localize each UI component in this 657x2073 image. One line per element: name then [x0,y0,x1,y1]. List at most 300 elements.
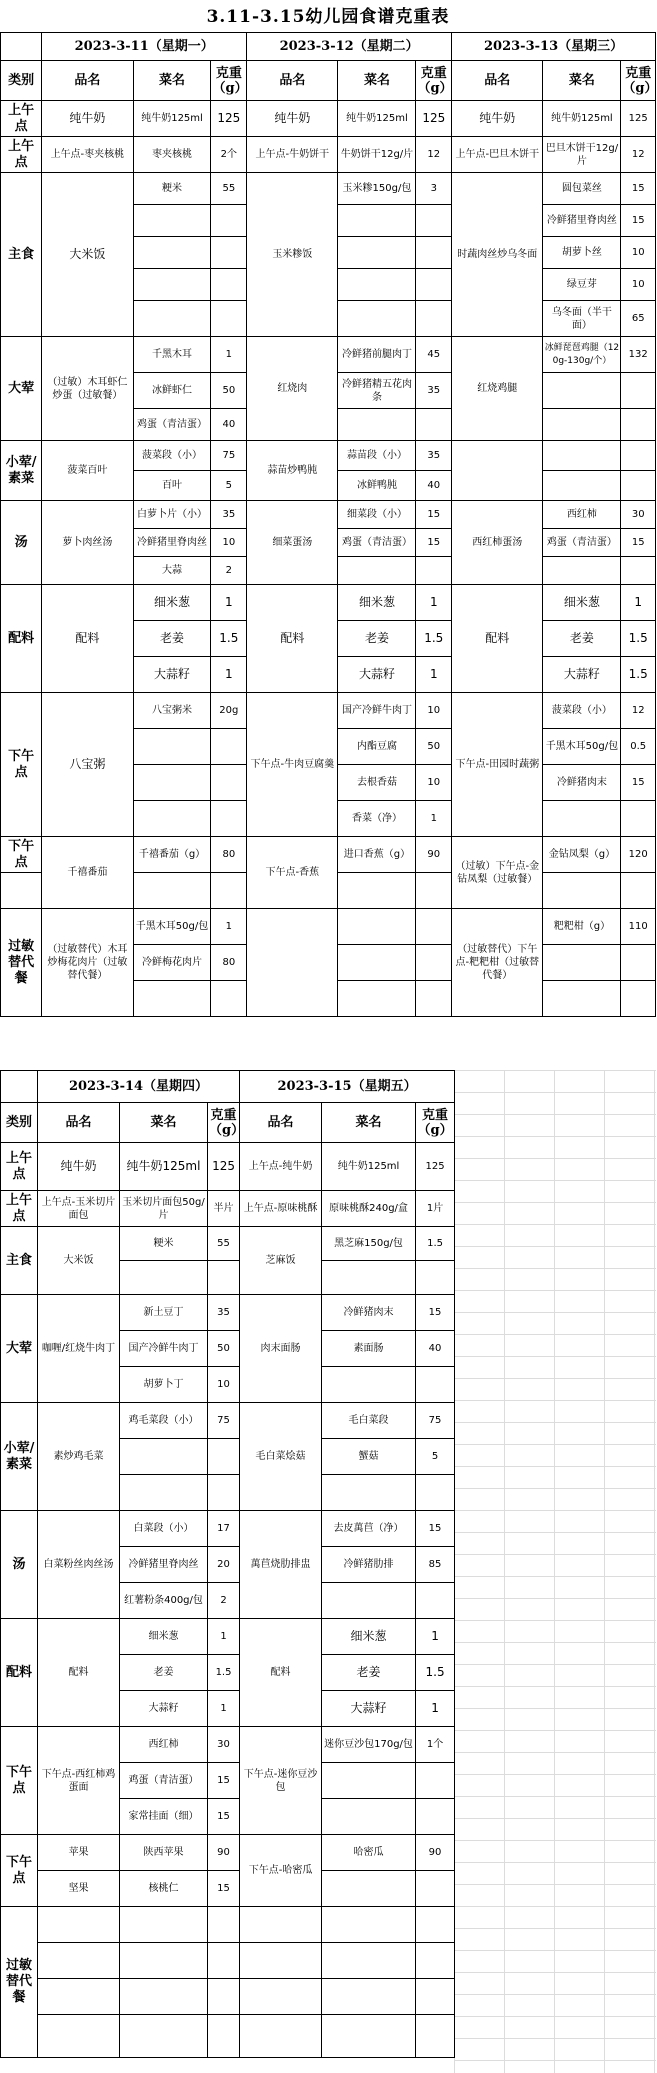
table-cell: 上午点-巴旦木饼干 [452,137,543,173]
table-cell: 国产冷鲜牛肉丁 [338,693,416,729]
table-cell [621,557,656,585]
table-cell: 牛奶饼干12g/片 [338,137,416,173]
table-cell [416,301,452,337]
table-cell: 细米葱 [338,585,416,621]
table-row [1,2015,455,2058]
table-cell: 1.5 [416,621,452,657]
table-cell: 35 [211,501,247,529]
table-cell: 芝麻饭 [240,1227,322,1295]
table-cell: 10 [621,237,656,269]
table-cell [416,1475,455,1511]
column-header-cell: 克重（g） [211,61,247,101]
table-cell [416,1979,455,2015]
table-cell: 10 [211,529,247,557]
table-cell: 15 [621,765,656,801]
table-row [1,1143,455,1191]
table-cell: 配料 [247,585,338,693]
table-cell: 15 [416,1511,455,1547]
table-cell: 咖喱/红烧牛肉丁 [38,1295,120,1403]
table-row [1,693,656,729]
table-cell: 上午点-纯牛奶 [240,1143,322,1191]
table-cell: 纯牛奶 [42,101,133,137]
table-cell: 冰鲜鸭肫 [338,471,416,501]
table-cell [416,237,452,269]
table-cell: 0.5 [621,729,656,765]
table-cell [338,981,416,1017]
table-cell [416,981,452,1017]
table-cell: 20 [208,1547,240,1583]
table-cell: 冷鲜猪肉末 [322,1295,416,1331]
table-cell [416,873,452,909]
table-cell [322,1583,416,1619]
page-title: 3.11-3.15幼儿园食谱克重表 [206,7,450,27]
table-cell [338,909,416,945]
table-cell [543,373,621,409]
category-cell: 小荤/素菜 [1,441,42,501]
column-header-cell: 类别 [1,1103,38,1143]
table-cell: 30 [621,501,656,529]
table-cell: 老姜 [338,621,416,657]
table-cell: 鸡蛋（青洁蛋） [338,529,416,557]
category-cell: 上午点 [1,1191,38,1227]
table-cell [322,1943,416,1979]
category-cell: 下午点 [1,1727,38,1835]
table-cell [543,471,621,501]
table-cell [211,237,247,269]
table-cell: 粳米 [133,173,211,205]
table-row [1,1191,455,1227]
column-header-cell: 品名 [42,61,133,101]
category-cell: 下午点 [1,1835,38,1907]
category-cell: 配料 [1,585,42,693]
table-row [1,1871,455,1907]
table-cell: 132 [621,337,656,373]
table-row [1,585,656,621]
table-cell [543,981,621,1017]
table-cell: 15 [208,1763,240,1799]
table-cell [452,441,543,501]
table-cell [416,205,452,237]
table-cell: 白菜粉丝肉丝汤 [38,1511,120,1619]
table-cell: 老姜 [322,1655,416,1691]
table-cell [621,471,656,501]
table-cell [211,981,247,1017]
table-cell: 迷你豆沙包170g/包 [322,1727,416,1763]
table-cell: 1个 [416,1727,455,1763]
category-cell: 下午点 [1,837,42,873]
table-cell [416,557,452,585]
table-cell: （过敏替代）木耳炒梅花肉片（过敏替代餐） [42,909,133,1017]
table-cell [208,2015,240,2058]
table-cell: 配料 [452,585,543,693]
table-cell: 50 [416,729,452,765]
table-cell: 1.5 [211,621,247,657]
table-cell: 千禧番茄 [42,837,133,909]
column-header-cell: 克重（g） [621,61,656,101]
table-cell [211,729,247,765]
table-cell: 上午点-牛奶饼干 [247,137,338,173]
table-cell [133,873,211,909]
column-header-cell: 品名 [452,61,543,101]
table-cell: （过敏）下午点-金钻凤梨（过敏餐） [452,837,543,909]
table-cell: 哈密瓜 [322,1835,416,1871]
table-cell [322,1261,416,1295]
table-cell [240,1943,322,1979]
table-cell: 西红柿蛋汤 [452,501,543,585]
table-cell: 80 [211,945,247,981]
table-cell: 10 [416,765,452,801]
table-cell: 1.5 [416,1227,455,1261]
table-cell: 金钻凤梨（g） [543,837,621,873]
table-cell: 萬苣烧肋排盅 [240,1511,322,1619]
table-cell: 冷鲜猪精五花肉条 [338,373,416,409]
category-cell: 下午点 [1,693,42,837]
table-cell: 家常挂面（细） [120,1799,208,1835]
table-cell: 125 [621,101,656,137]
table-cell: 下午点-牛肉豆腐羹 [247,693,338,837]
table-cell: 1片 [416,1191,455,1227]
table-cell [322,1763,416,1799]
table-cell [416,1367,455,1403]
table-cell: 白萝卜片（小） [133,501,211,529]
column-header-cell: 菜名 [120,1103,208,1143]
table-cell: 国产冷鲜牛肉丁 [120,1331,208,1367]
table-cell [322,1367,416,1403]
table-cell: 125 [211,101,247,137]
table-cell [322,2015,416,2058]
column-header-cell: 品名 [240,1103,322,1143]
table-row [1,1907,455,1943]
table-cell: 乌冬面（半干面） [543,301,621,337]
table-cell [208,1261,240,1295]
table-cell [1,873,42,909]
table-cell: 2 [211,557,247,585]
table-cell [133,765,211,801]
table-cell: 红烧鸡腿 [452,337,543,441]
table-cell: 3 [416,173,452,205]
table-cell: 1 [621,585,656,621]
table-cell: 千黑木耳50g/包 [133,909,211,945]
category-cell: 主食 [1,173,42,337]
column-header-cell: 菜名 [338,61,416,101]
table-cell [322,1979,416,2015]
column-header-cell: 品名 [247,61,338,101]
table-cell: 冷鲜梅花肉片 [133,945,211,981]
table-cell: 八宝粥米 [133,693,211,729]
table-cell: 胡萝卜丝 [543,237,621,269]
table-cell: 去皮萬苣（净） [322,1511,416,1547]
table-cell [133,237,211,269]
table-cell: 毛白菜烩菇 [240,1403,322,1511]
table-cell: 15 [416,1295,455,1331]
table-cell [416,269,452,301]
table-cell [338,269,416,301]
table-cell: 大蒜 [133,557,211,585]
column-header-cell: 克重（g） [416,1103,455,1143]
table-cell: 圆包菜丝 [543,173,621,205]
table-cell: 蒜苗段（小） [338,441,416,471]
category-cell: 大荤 [1,1295,38,1403]
table-cell: 1 [211,337,247,373]
table-cell: 65 [621,301,656,337]
table-cell [416,1799,455,1835]
table-cell [120,1907,208,1943]
table-row [1,337,656,373]
table-cell: 40 [416,471,452,501]
table-cell: 1 [211,585,247,621]
table-cell [338,945,416,981]
column-header-cell: 菜名 [133,61,211,101]
table-cell [38,2015,120,2058]
category-cell: 上午点 [1,1143,38,1191]
table-cell: 2个 [211,137,247,173]
table-cell: 纯牛奶 [452,101,543,137]
table-cell: 大蒜籽 [120,1691,208,1727]
table-cell: 鸡蛋（青洁蛋） [120,1763,208,1799]
table-cell: 75 [416,1403,455,1439]
table-cell: 冰鲜虾仁 [133,373,211,409]
table-cell: 40 [416,1331,455,1367]
date-header-cell: 2023-3-13（星期三） [452,33,656,61]
table-cell: 冷鲜猪肉末 [543,765,621,801]
table-cell: 1 [416,585,452,621]
table-cell: 纯牛奶125ml [543,101,621,137]
table-cell: 1 [208,1619,240,1655]
table-cell: 50 [211,373,247,409]
table-cell [38,1907,120,1943]
table-cell: 玉米糁150g/包 [338,173,416,205]
table-cell [247,909,338,1017]
table-cell: 纯牛奶 [247,101,338,137]
menu-table-top [0,32,656,1017]
table-cell: 15 [621,173,656,205]
date-header-cell: 2023-3-14（星期四） [38,1071,240,1103]
table-cell: 苹果 [38,1835,120,1871]
category-cell: 汤 [1,1511,38,1619]
table-row [1,1295,455,1331]
table-cell: 菠菜百叶 [42,441,133,501]
table-cell: 下午点-哈密瓜 [240,1835,322,1907]
table-cell: 黑芝麻150g/包 [322,1227,416,1261]
table-cell: 细米葱 [120,1619,208,1655]
table-row [1,1727,455,1763]
category-cell: 小荤/素菜 [1,1403,38,1511]
table-cell [322,1799,416,1835]
table-row [1,173,656,205]
table-cell: 纯牛奶125ml [322,1143,416,1191]
table-cell: 90 [208,1835,240,1871]
table-cell: 老姜 [120,1655,208,1691]
table-row [1,33,656,61]
table-cell: 1 [208,1691,240,1727]
table-cell: 核桃仁 [120,1871,208,1907]
category-cell: 汤 [1,501,42,585]
table-cell: 15 [208,1871,240,1907]
table-row [1,61,656,101]
table-cell [211,801,247,837]
table-cell [133,729,211,765]
table-cell [211,873,247,909]
table-cell [120,2015,208,2058]
table-cell: 陕西苹果 [120,1835,208,1871]
table-cell: 毛白菜段 [322,1403,416,1439]
table-cell: 千黑木耳 [133,337,211,373]
table-row [1,1403,455,1439]
table-cell [338,301,416,337]
table-cell: 鸡毛菜段（小） [120,1403,208,1439]
table-cell [621,801,656,837]
table-cell [543,801,621,837]
table-cell: 上午点-玉米切片面包 [38,1191,120,1227]
table-cell [543,557,621,585]
table-cell [416,909,452,945]
table-cell [240,2015,322,2058]
table-cell: 35 [416,373,452,409]
table-cell [543,409,621,441]
table-row [1,1071,455,1103]
table-cell: 新土豆丁 [120,1295,208,1331]
table-cell: 菠菜段（小） [543,693,621,729]
table-cell: 5 [416,1439,455,1475]
table-cell [208,1943,240,1979]
table-cell [621,441,656,471]
table-cell: 大米饭 [42,173,133,337]
table-cell: 去根香菇 [338,765,416,801]
table-cell [38,1979,120,2015]
table-cell: 千禧番茄（g） [133,837,211,873]
table-cell [416,2015,455,2058]
table-cell: 下午点-田园时蔬粥 [452,693,543,837]
table-cell: 冰鲜琵琶鸡腿（120g-130g/个） [543,337,621,373]
table-cell: 15 [208,1799,240,1835]
table-cell [322,1871,416,1907]
table-cell: 上午点-原味桃酥 [240,1191,322,1227]
table-cell: 鸡蛋（青洁蛋） [543,529,621,557]
column-header-cell: 类别 [1,61,42,101]
table-cell: 巴旦木饼干12g/片 [543,137,621,173]
table-cell [211,301,247,337]
table-row [1,1979,455,2015]
table-cell: 红烧肉 [247,337,338,441]
column-header-cell: 菜名 [543,61,621,101]
table-cell: 坚果 [38,1871,120,1907]
table-cell [120,1979,208,2015]
table-cell [133,205,211,237]
table-cell: 1.5 [621,621,656,657]
table-cell: 75 [211,441,247,471]
table-cell [211,205,247,237]
table-row [1,137,656,173]
table-row [1,1103,455,1143]
table-cell: 75 [208,1403,240,1439]
table-cell: 17 [208,1511,240,1547]
table-cell: 细菜蛋汤 [247,501,338,585]
table-cell: 西红柿 [543,501,621,529]
table-row [1,1619,455,1655]
category-cell: 配料 [1,1619,38,1727]
table-row [1,101,656,137]
date-header-cell [1,33,42,61]
table-cell [133,269,211,301]
table-cell: 1.5 [208,1655,240,1691]
table-row [1,1227,455,1261]
table-cell: 大蒜籽 [338,657,416,693]
table-cell: 纯牛奶 [38,1143,120,1191]
table-cell: 大蒜籽 [322,1691,416,1727]
table-cell: 菠菜段（小） [133,441,211,471]
table-cell: 素炒鸡毛菜 [38,1403,120,1511]
table-cell [416,1261,455,1295]
table-row [1,1943,455,1979]
table-cell: 玉米糁饭 [247,173,338,337]
table-cell [240,1979,322,2015]
table-cell: 15 [416,501,452,529]
table-cell: 素面肠 [322,1331,416,1367]
category-cell: 大荤 [1,337,42,441]
table-cell: 15 [621,205,656,237]
table-cell [621,981,656,1017]
category-cell: 主食 [1,1227,38,1295]
table-row [1,1835,455,1871]
table-cell: 冷鲜猪肋排 [322,1547,416,1583]
table-cell: 12 [621,137,656,173]
table-cell [338,237,416,269]
table-cell [322,1907,416,1943]
table-cell: 1 [416,801,452,837]
table-cell: 八宝粥 [42,693,133,837]
table-cell: 5 [211,471,247,501]
table-cell: 45 [416,337,452,373]
table-cell [208,1907,240,1943]
table-cell: 萝卜肉丝汤 [42,501,133,585]
table-cell: 蟹菇 [322,1439,416,1475]
table-cell [338,409,416,441]
category-cell: 上午点 [1,101,42,137]
table-cell: 冷鲜猪里脊肉丝 [133,529,211,557]
table-cell: 1 [416,657,452,693]
table-cell [543,873,621,909]
table-cell [211,269,247,301]
table-cell [621,873,656,909]
date-header-cell: 2023-3-12（星期二） [247,33,452,61]
table-cell: 下午点-西红柿鸡蛋面 [38,1727,120,1835]
table-cell: 白菜段（小） [120,1511,208,1547]
table-row [1,441,656,471]
table-cell [338,205,416,237]
table-cell: 香菜（净） [338,801,416,837]
spreadsheet-grid-background [454,1070,656,2073]
table-cell [240,1907,322,1943]
category-cell: 上午点 [1,137,42,173]
table-cell: 110 [621,909,656,945]
table-cell: 细米葱 [133,585,211,621]
table-cell: 10 [621,269,656,301]
table-cell [120,1261,208,1295]
table-cell: 15 [621,529,656,557]
table-cell: 30 [208,1727,240,1763]
table-row [1,1511,455,1547]
table-cell: 90 [416,837,452,873]
table-cell: 纯牛奶125ml [133,101,211,137]
table-cell: （过敏替代）下午点-粑粑柑（过敏替代餐） [452,909,543,1017]
table-cell: 进口香蕉（g） [338,837,416,873]
table-cell: 125 [208,1143,240,1191]
table-cell [416,1583,455,1619]
table-cell: 蒜苗炒鸭肫 [247,441,338,501]
table-cell: 40 [211,409,247,441]
table-cell [120,1475,208,1511]
table-cell: 上午点-枣夹核桃 [42,137,133,173]
